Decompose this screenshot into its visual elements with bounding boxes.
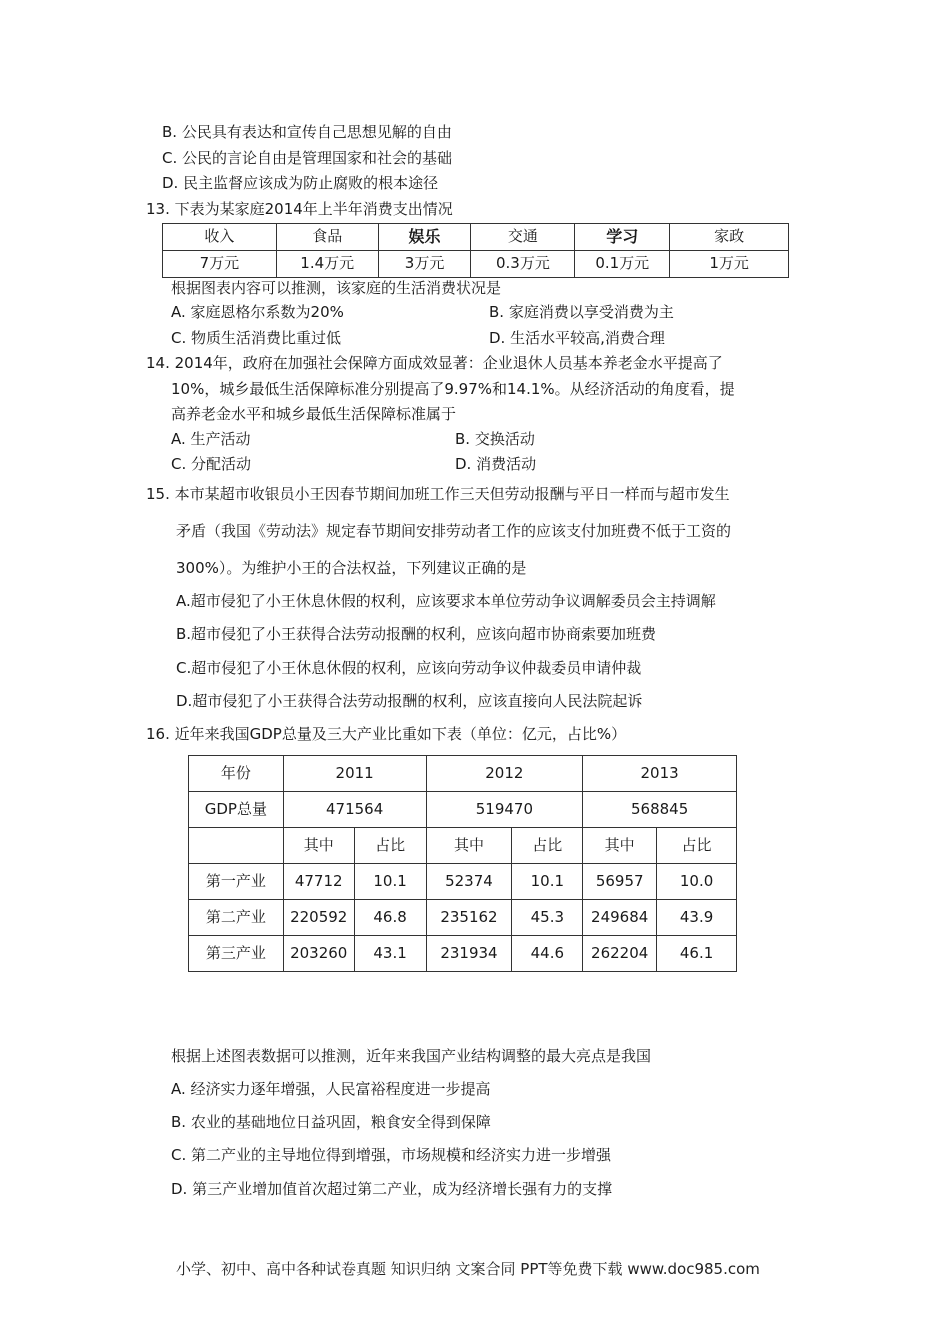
- q15-stem-line-1: 15. 本市某超市收银员小王因春节期间加班工作三天但劳动报酬与平日一样而与超市发生: [146, 485, 730, 503]
- q16-subheader-cell: 其中: [583, 828, 657, 864]
- q16-data-cell: 44.6: [512, 936, 583, 972]
- q16-stem: 16. 近年来我国GDP总量及三大产业比重如下表（单位：亿元，占比%）: [146, 725, 627, 743]
- q16-data-cell: 235162: [426, 900, 512, 936]
- table-row: [189, 864, 737, 900]
- q13-value-cell: 1万元: [670, 251, 789, 278]
- q12-option-b: B. 公民具有表达和宣传自己思想见解的自由: [162, 123, 452, 141]
- q16-year-cell: 2012: [426, 756, 583, 792]
- q16-data-cell: 43.9: [657, 900, 737, 936]
- q13-header-cell: 食品: [276, 224, 378, 251]
- q16-year-cell: 2011: [283, 756, 426, 792]
- q16-subheader-cell: 其中: [283, 828, 354, 864]
- q14-stem-line-1: 14. 2014年，政府在加强社会保障方面成效显著：企业退休人员基本养老金水平提高了: [146, 354, 723, 372]
- q13-value-cell: 1.4万元: [276, 251, 378, 278]
- q16-data-cell: 220592: [283, 900, 354, 936]
- q13-option-c: C. 物质生活消费比重过低: [171, 329, 342, 347]
- q16-option-c: C. 第二产业的主导地位得到增强，市场规模和经济实力进一步增强: [171, 1146, 612, 1164]
- q14-option-d: D. 消费活动: [455, 455, 537, 473]
- q14-stem-line-2: 10%，城乡最低生活保障标准分别提高了9.97%和14.1%。从经济活动的角度看，提: [171, 380, 735, 398]
- q13-table: [162, 223, 789, 278]
- q12-option-c: C. 公民的言论自由是管理国家和社会的基础: [162, 149, 453, 167]
- q13-header-cell: 收入: [163, 224, 277, 251]
- q16-gdp-label: GDP总量: [189, 792, 284, 828]
- q16-subheader-cell: 占比: [657, 828, 737, 864]
- q16-subheader-cell: 其中: [426, 828, 512, 864]
- q16-data-cell: 45.3: [512, 900, 583, 936]
- q16-question: 根据上述图表数据可以推测，近年来我国产业结构调整的最大亮点是我国: [171, 1047, 652, 1065]
- q16-data-cell: 56957: [583, 864, 657, 900]
- q16-year-cell: 2013: [583, 756, 737, 792]
- q13-value-cell: 0.1万元: [575, 251, 670, 278]
- q16-option-a: A. 经济实力逐年增强，人民富裕程度进一步提高: [171, 1080, 491, 1098]
- q16-gdp-row: [189, 792, 737, 828]
- table-row: [189, 936, 737, 972]
- q13-header-row: [163, 224, 789, 251]
- q15-option-b: B.超市侵犯了小王获得合法劳动报酬的权利，应该向超市协商索要加班费: [176, 625, 657, 643]
- q15-stem-line-2: 矛盾（我国《劳动法》规定春节期间安排劳动者工作的应该支付加班费不低于工资的: [176, 522, 732, 540]
- q13-option-d: D. 生活水平较高,消费合理: [489, 329, 665, 347]
- q16-data-cell: 43.1: [354, 936, 426, 972]
- q16-gdp-cell: 519470: [426, 792, 583, 828]
- q16-data-cell: 203260: [283, 936, 354, 972]
- q16-gdp-table: [188, 755, 737, 972]
- q13-option-b: B. 家庭消费以享受消费为主: [489, 303, 674, 321]
- q16-year-row: [189, 756, 737, 792]
- q16-data-cell: 10.1: [354, 864, 426, 900]
- q16-data-cell: 52374: [426, 864, 512, 900]
- q16-row-label: 第三产业: [189, 936, 284, 972]
- q13-header-cell: 交通: [471, 224, 575, 251]
- q16-row-label: 第二产业: [189, 900, 284, 936]
- q14-option-b: B. 交换活动: [455, 430, 535, 448]
- footer-text: 小学、初中、高中各种试卷真题 知识归纳 文案合同 PPT等免费下载 www.doc985.com: [176, 1260, 760, 1278]
- q16-data-cell: 249684: [583, 900, 657, 936]
- q16-gdp-cell: 471564: [283, 792, 426, 828]
- q16-subheader-row: [189, 828, 737, 864]
- q13-value-cell: 7万元: [163, 251, 277, 278]
- q15-option-a: A.超市侵犯了小王休息休假的权利，应该要求本单位劳动争议调解委员会主持调解: [176, 592, 716, 610]
- q16-data-cell: 231934: [426, 936, 512, 972]
- q16-subheader-cell: 占比: [354, 828, 426, 864]
- table-row: [189, 900, 737, 936]
- q15-option-c: C.超市侵犯了小王休息休假的权利，应该向劳动争议仲裁委员申请仲裁: [176, 659, 642, 677]
- q16-subheader-cell: 占比: [512, 828, 583, 864]
- q14-stem-line-3: 高养老金水平和城乡最低生活保障标准属于: [171, 405, 457, 423]
- q16-row-label: 第一产业: [189, 864, 284, 900]
- q16-data-cell: 46.1: [657, 936, 737, 972]
- q15-stem-line-3: 300%）。为维护小王的合法权益，下列建议正确的是: [176, 559, 527, 577]
- q16-gdp-cell: 568845: [583, 792, 737, 828]
- q16-empty-cell: [189, 828, 284, 864]
- q14-option-a: A. 生产活动: [171, 430, 251, 448]
- q16-data-cell: 262204: [583, 936, 657, 972]
- q13-header-cell: 家政: [670, 224, 789, 251]
- q16-data-cell: 46.8: [354, 900, 426, 936]
- q14-option-c: C. 分配活动: [171, 455, 252, 473]
- q16-data-cell: 10.0: [657, 864, 737, 900]
- q16-option-d: D. 第三产业增加值首次超过第二产业，成为经济增长强有力的支撑: [171, 1180, 613, 1198]
- q13-stem: 13. 下表为某家庭2014年上半年消费支出情况: [146, 200, 453, 218]
- q12-option-d: D. 民主监督应该成为防止腐败的根本途径: [162, 174, 439, 192]
- q15-option-d: D.超市侵犯了小王获得合法劳动报酬的权利，应该直接向人民法院起诉: [176, 692, 643, 710]
- q13-header-cell: 娱乐: [378, 224, 471, 251]
- q16-data-cell: 10.1: [512, 864, 583, 900]
- q13-value-cell: 3万元: [378, 251, 471, 278]
- q13-option-a: A. 家庭恩格尔系数为20%: [171, 303, 344, 321]
- q16-data-cell: 47712: [283, 864, 354, 900]
- q16-option-b: B. 农业的基础地位日益巩固，粮食安全得到保障: [171, 1113, 491, 1131]
- q16-year-label: 年份: [189, 756, 284, 792]
- q13-question: 根据图表内容可以推测，该家庭的生活消费状况是: [171, 279, 502, 297]
- q13-value-row: [163, 251, 789, 278]
- q13-header-cell: 学习: [575, 224, 670, 251]
- q13-value-cell: 0.3万元: [471, 251, 575, 278]
